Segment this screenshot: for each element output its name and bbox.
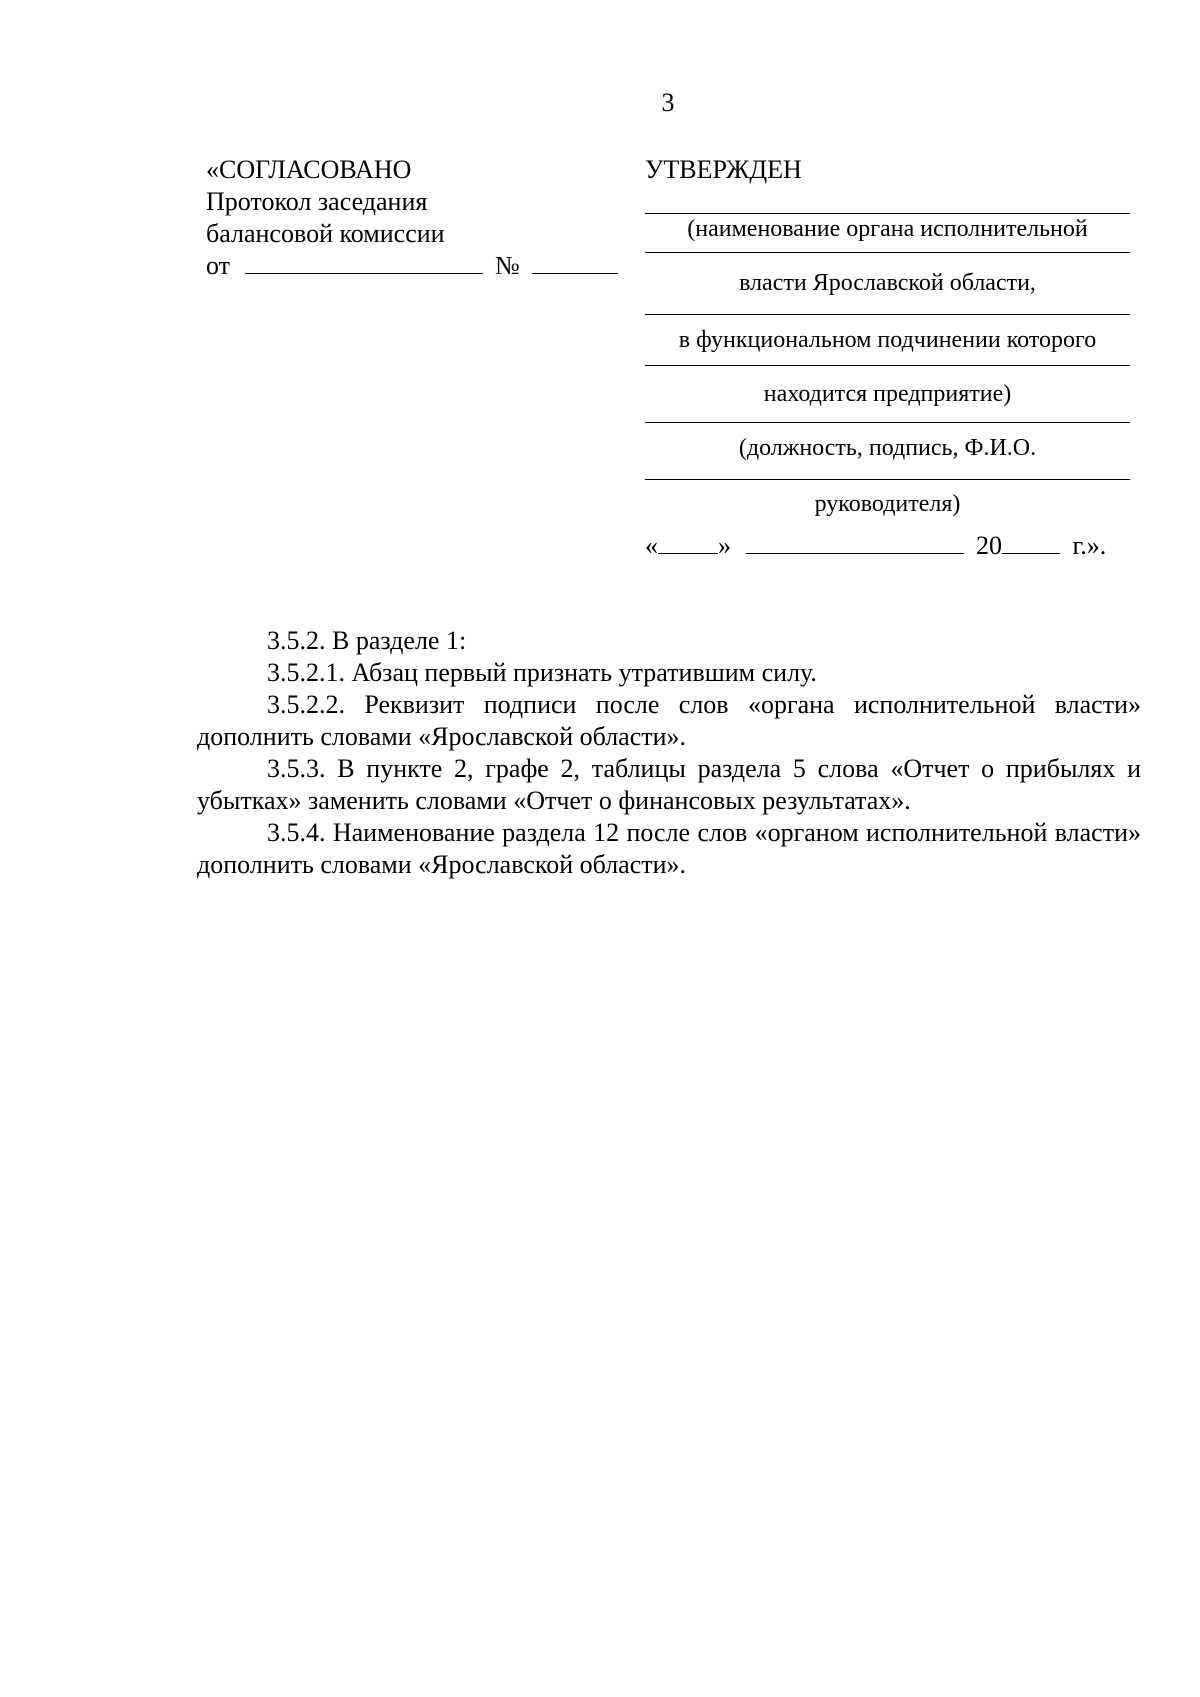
- approval-blank-line: [645, 213, 1130, 214]
- document-body: [197, 625, 1141, 881]
- protocol-date-blank: [245, 251, 483, 274]
- agreed-title: «СОГЛАСОВАНО: [206, 155, 412, 184]
- body-paragraph: 3.5.3. В пункте 2, графе 2, таблицы раздела 5 слова «Отчет о прибылях и убытках» заменить словами «Отчет о финансовых результатах».: [197, 754, 1141, 815]
- page-number: 3: [661, 88, 675, 117]
- approval-caption: (должность, подпись, Ф.И.О.: [738, 435, 1037, 461]
- date-day-blank: [658, 531, 718, 554]
- agreed-line-2: балансовой комиссии: [206, 219, 445, 248]
- date-open-quote: «: [645, 531, 658, 560]
- approval-caption: руководителя): [814, 491, 961, 517]
- date-month-blank: [746, 531, 964, 554]
- approval-date-line: [645, 531, 1130, 561]
- date-year-prefix: 20: [976, 531, 1002, 560]
- approval-blank-line: [645, 252, 1130, 253]
- approval-caption: (наименование органа исполнительной: [687, 216, 1088, 242]
- agreed-line-1: Протокол заседания: [206, 187, 428, 216]
- approval-blank-line: [645, 479, 1130, 480]
- agreed-block: [206, 154, 626, 282]
- body-paragraph: 3.5.2. В разделе 1:: [267, 626, 467, 655]
- body-paragraph: 3.5.2.2. Реквизит подписи после слов «органа исполнительной власти» дополнить словами «Ярославской области».: [197, 690, 1141, 751]
- body-paragraph: 3.5.4. Наименование раздела 12 после слов «органом исполнительной власти» дополнить словами «Ярославской области».: [197, 818, 1141, 879]
- number-label: №: [495, 251, 520, 280]
- agreed-protocol-line: [206, 250, 626, 282]
- approval-blank-line: [645, 314, 1130, 315]
- approval-caption: в функциональном подчинении которого: [678, 327, 1097, 353]
- from-label: от: [206, 251, 231, 280]
- approval-blank-line: [645, 422, 1130, 423]
- approval-caption: находится предприятие): [763, 381, 1012, 407]
- date-close-quote: »: [718, 531, 731, 560]
- date-year-blank: [1002, 531, 1060, 554]
- approved-block: [645, 154, 1130, 561]
- approved-title: УТВЕРЖДЕН: [645, 155, 802, 184]
- protocol-number-blank: [532, 251, 618, 274]
- date-suffix: г.».: [1072, 531, 1107, 560]
- approval-blank-line: [645, 365, 1130, 366]
- approval-caption: власти Ярославской области,: [739, 270, 1036, 296]
- body-paragraph: 3.5.2.1. Абзац первый признать утратившим силу.: [267, 658, 817, 687]
